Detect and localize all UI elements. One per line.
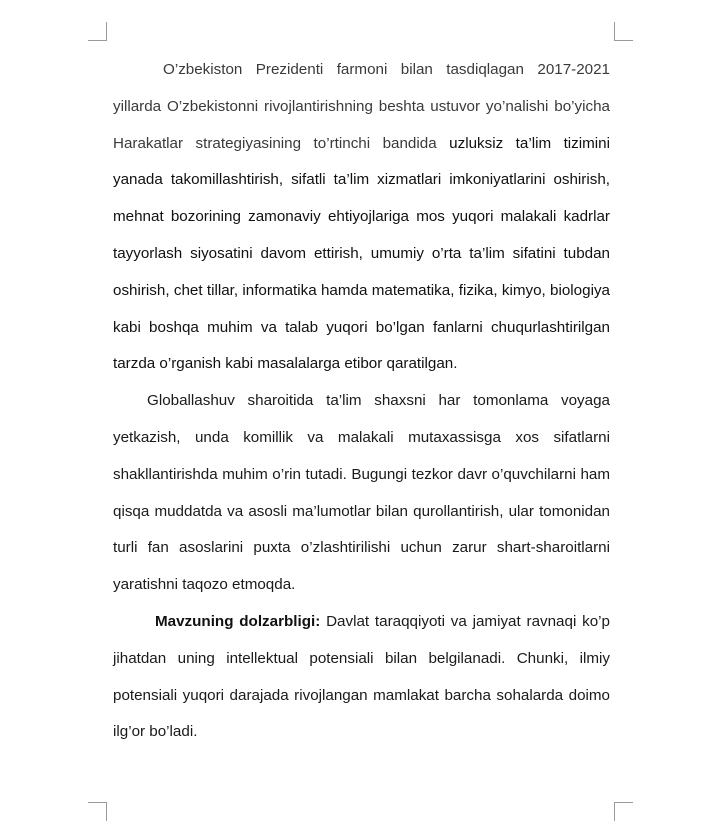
page-corner-bottom-left <box>88 802 107 821</box>
paragraph-strategy-text: O’zbekiston Prezidenti farmoni bilan tasdiqlagan 2017-2021 yillarda O’zbekistonni rivojlantirishning beshta ustuvor yo’nalishi bo’yicha Harakatlar strategiyasining to’rtinchi bandida <box>113 61 610 152</box>
document-body[interactable] <box>113 52 610 751</box>
relevance-text: Davlat taraqqiyoti va jamiyat ravnaqi ko’p jihatdan uning intellektual potensiali bilan belgilanadi. Chunki, ilmiy potensiali yuqori darajada rivojlangan mamlakat barcha sohalarda doimo ilg’or bo’ladi. <box>113 612 610 741</box>
paragraph-relevance <box>113 604 610 751</box>
page-corner-top-left <box>88 22 107 41</box>
paragraph-strategy-highlight: uzluksiz ta’lim tizimini yanada takomillashtirish, sifatli ta’lim xizmatlari imkoniyatlarini oshirish, mehnat bozorining zamonaviy ehtiyojlariga mos yuqori malakali kadrlar tayyorlash siyosatini davom ettirish, umumiy o’rta ta’lim sifatini tubdan oshirish, chet tillar, informatika hamda matematika, fizika, kimyo, biologiya kabi boshqa muhim va talab yuqori bo’lgan fanlarni chuqurlashtirilgan tarzda o’rganish kabi masalalarga etibor qaratilgan. <box>113 134 610 373</box>
page-corner-top-right <box>614 22 633 41</box>
paragraph-globalization <box>113 383 610 604</box>
page-corner-bottom-right <box>614 802 633 821</box>
paragraph-strategy <box>113 52 610 383</box>
paragraph-globalization-text: Globallashuv sharoitida ta’lim shaxsni har tomonlama voyaga yetkazish, unda komillik va malakali mutaxassisga xos sifatlarni shakllantirishda muhim o’rin tutadi. Bugungi tezkor davr o’quvchilarni ham qisqa muddatda va asosli ma’lumotlar bilan qurollantirish, ular tomonidan turli fan asoslarini puxta o’zlashtirilishi uchun zarur shart-sharoitlarni yaratishni taqozo etmoqda. <box>113 392 610 594</box>
relevance-heading: Mavzuning dolzarbligi: <box>155 612 321 630</box>
